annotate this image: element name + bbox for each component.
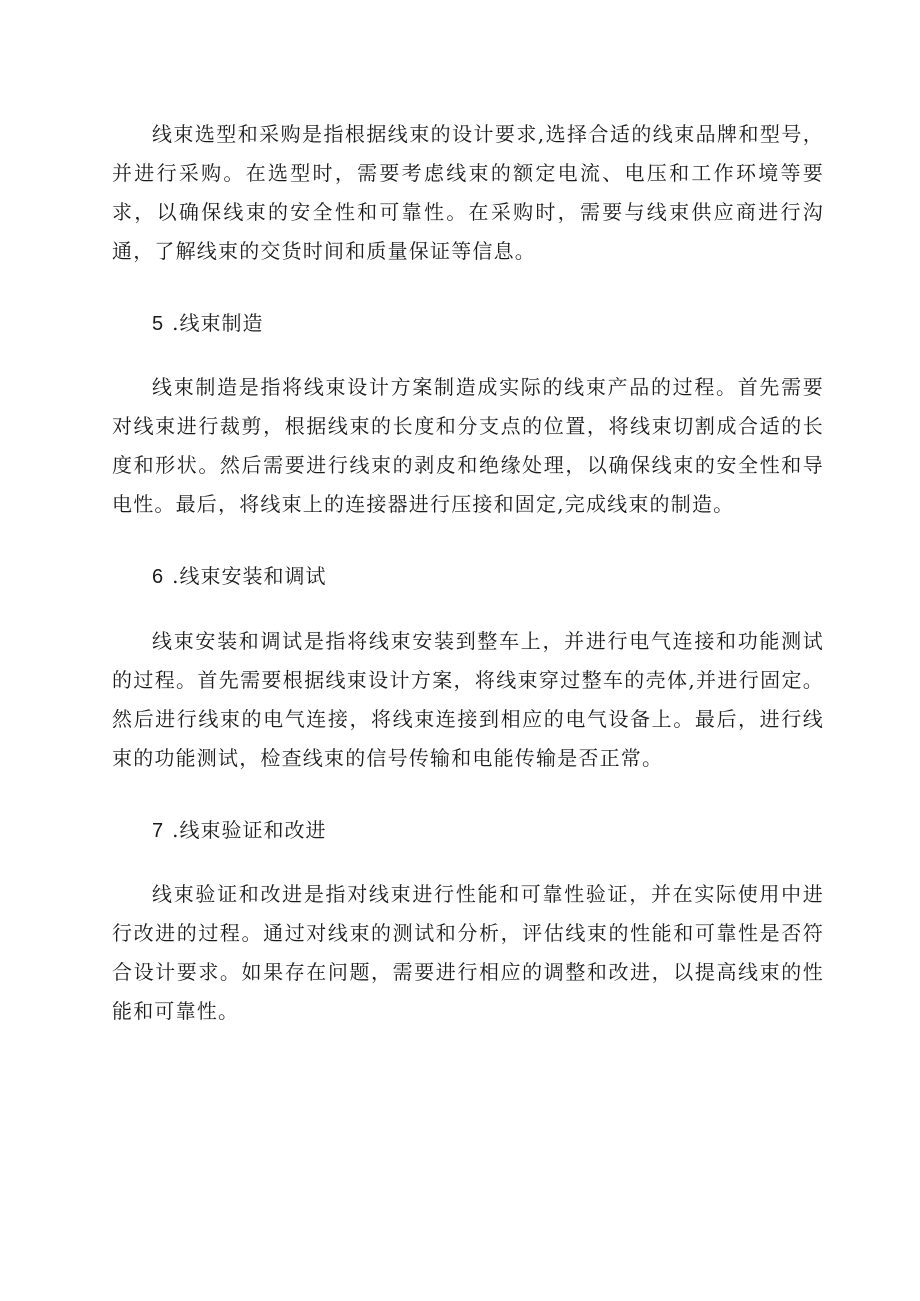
section-heading-5	[152, 309, 263, 338]
paragraph-wire-selection: 线束选型和采购是指根据线束的设计要求,选择合适的线束品牌和型号，并进行采购。在选型时，需要考虑线束的额定电流、电压和工作环境等要求，以确保线束的安全性和可靠性。在采购时，需要与线束供应商进行沟通，了解线束的交货时间和质量保证等信息。	[112, 122, 824, 263]
paragraph-wire-manufacturing: 线束制造是指将线束设计方案制造成实际的线束产品的过程。首先需要对线束进行裁剪，根据线束的长度和分支点的位置，将线束切割成合适的长度和形状。然后需要进行线束的剥皮和绝缘处理，以确保线束的安全性和导电性。最后，将线束上的连接器进行压接和固定,完成线束的制造。	[112, 375, 824, 516]
paragraph-wire-validation: 线束验证和改进是指对线束进行性能和可靠性验证，并在实际使用中进行改进的过程。通过对线束的测试和分析，评估线束的性能和可靠性是否符合设计要求。如果存在问题，需要进行相应的调整和改进，以提高线束的性能和可靠性。	[112, 882, 824, 1023]
section-number: 7	[152, 820, 165, 842]
section-number: 5	[152, 313, 165, 335]
section-title: .线束验证和改进	[172, 818, 327, 842]
paragraph-wire-installation: 线束安装和调试是指将线束安装到整车上，并进行电气连接和功能测试的过程。首先需要根据线束设计方案，将线束穿过整车的壳体,并进行固定。然后进行线束的电气连接，将线束连接到相应的电气设备上。最后，进行线束的功能测试，检查线束的信号传输和电能传输是否正常。	[112, 629, 824, 770]
section-heading-7	[152, 816, 326, 845]
section-title: .线束制造	[172, 311, 264, 335]
section-heading-6	[152, 562, 326, 591]
section-number: 6	[152, 566, 165, 588]
section-title: .线束安装和调试	[172, 564, 327, 588]
